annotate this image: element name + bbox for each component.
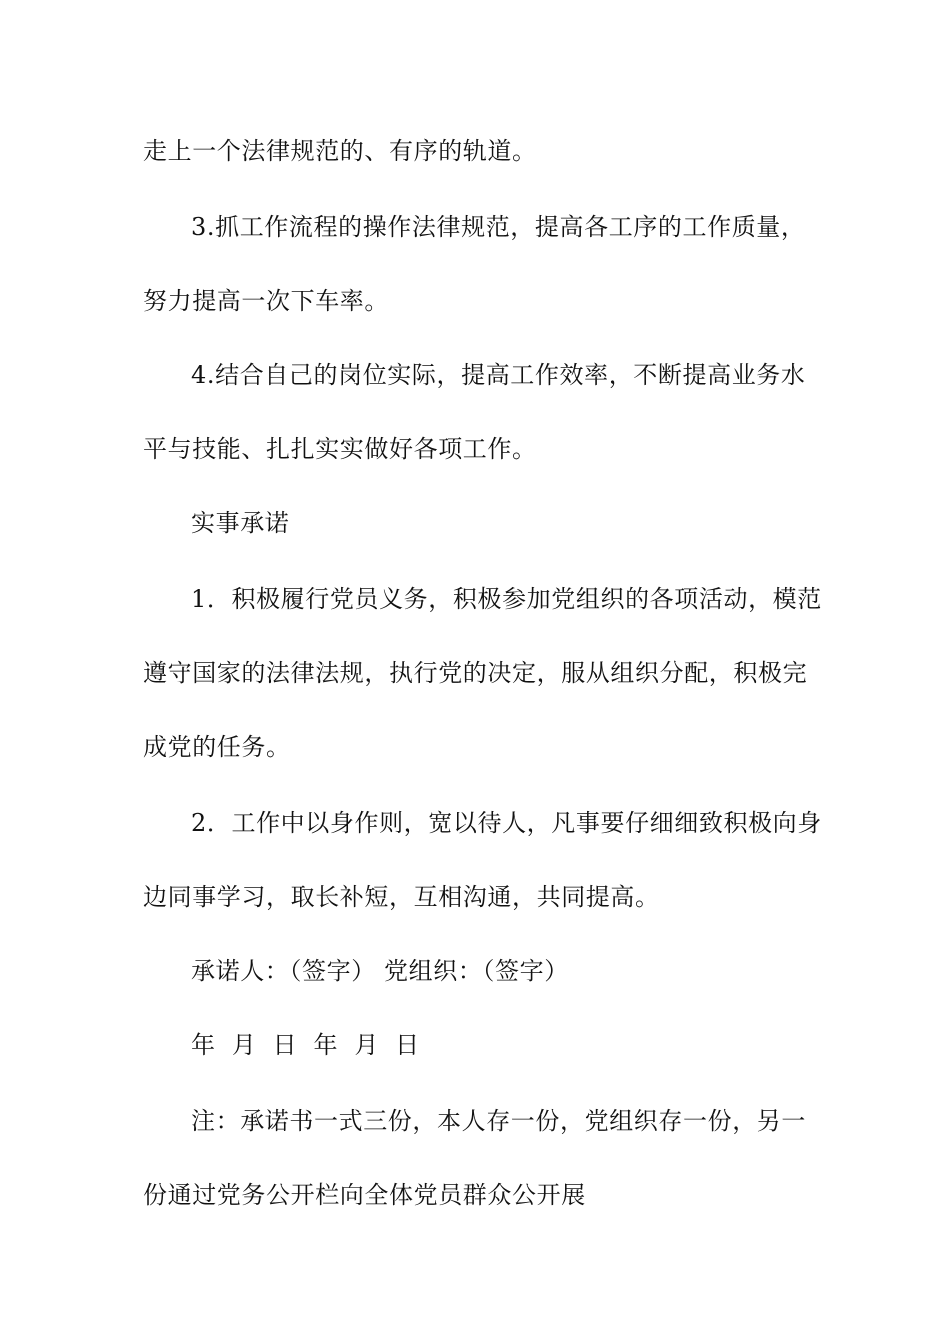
paragraph-line: 平与技能、扎扎实实做好各项工作。: [143, 435, 537, 463]
paragraph-line: 2．工作中以身作则，宽以待人，凡事要仔细细致积极向身: [191, 809, 822, 837]
paragraph-line: 4.结合自己的岗位实际，提高工作效率，不断提高业务水: [191, 361, 806, 389]
paragraph-line: 3.抓工作流程的操作法律规范，提高各工序的工作质量，: [191, 213, 806, 241]
paragraph-line: 1．积极履行党员义务，积极参加党组织的各项活动，模范: [191, 585, 822, 613]
section-heading: 实事承诺: [191, 509, 290, 537]
paragraph-line: 遵守国家的法律法规，执行党的决定，服从组织分配，积极完: [143, 659, 808, 687]
note-line: 份通过党务公开栏向全体党员群众公开展: [143, 1181, 586, 1209]
note-line: 注：承诺书一式三份，本人存一份，党组织存一份，另一: [191, 1107, 806, 1135]
paragraph-line: 成党的任务。: [143, 733, 291, 761]
paragraph-line: 努力提高一次下车率。: [143, 287, 389, 315]
paragraph-line: 走上一个法律规范的、有序的轨道。: [143, 137, 537, 165]
paragraph-line: 边同事学习，取长补短，互相沟通，共同提高。: [143, 883, 660, 911]
signature-line: 承诺人：（签字） 党组织：（签字）: [191, 957, 569, 985]
date-line: 年 月 日 年 月 日: [191, 1031, 420, 1059]
